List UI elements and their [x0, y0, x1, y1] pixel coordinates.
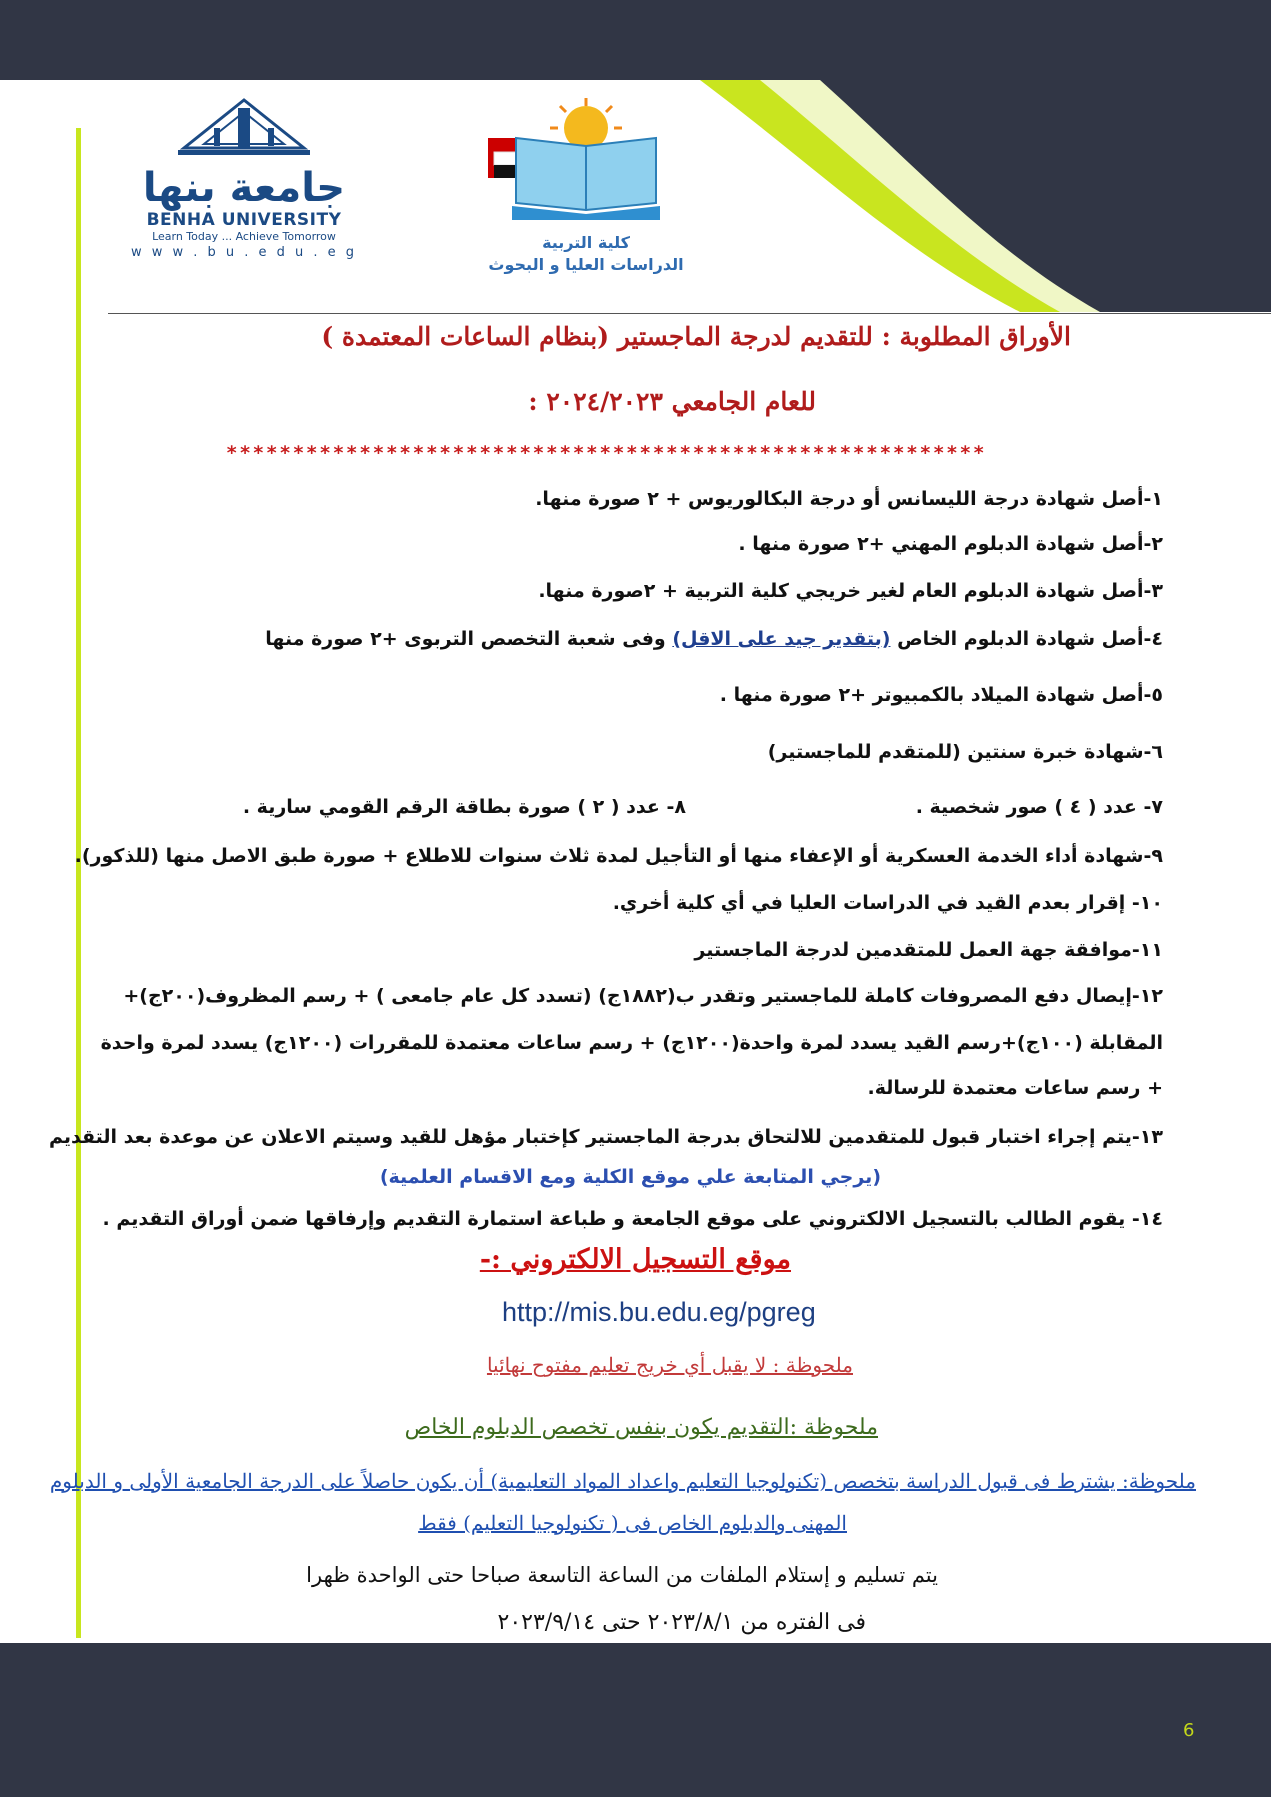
list-item-5: ٥-أصل شهادة الميلاد بالكمبيوتر +٢ صورة منها .	[719, 684, 1163, 706]
grade-requirement: (بتقدير جيد على الاقل)	[672, 628, 891, 650]
academic-year: للعام الجامعي ٢٠٢٤/٢٠٢٣ :	[528, 387, 816, 416]
delivery-period: فى الفتره من ٢٠٢٣/٨/١ حتى ٢٠٢٣/٩/١٤	[497, 1610, 866, 1635]
list-item-11: ١١-موافقة جهة العمل للمتقدمين لدرجة الماجستير	[694, 939, 1163, 961]
list-item-8: ٨- عدد ( ٢ ) صورة بطاقة الرقم القومي سارية .	[242, 796, 686, 818]
university-english-name: BENHA UNIVERSITY	[146, 210, 342, 230]
list-item-7: ٧- عدد ( ٤ ) صور شخصية .	[915, 796, 1163, 818]
registration-title: موقع التسجيل الالكتروني :-	[479, 1244, 791, 1275]
faculty-emblem-icon	[486, 98, 686, 228]
list-item-9: ٩-شهادة أداء الخدمة العسكرية أو الإعفاء منها أو التأجيل لمدة ثلاث سنوات للاطلاع + صورة طبق الاصل منها (للذكور).	[74, 845, 1163, 867]
note-same-specialization: ملحوظة :التقديم يكون بنفس تخصص الدبلوم الخاص	[404, 1415, 878, 1440]
note-edtech-line-1: ملحوظة: يشترط فى قبول الدراسة بتخصص (تكنولوجيا التعليم واعداد المواد التعليمية) أن يكون حاصلاً على الدرجة الجامعية الأولى و الدبلوم	[49, 1469, 1196, 1493]
faculty-of-education-logo	[486, 98, 686, 288]
list-item-13-line-1: ١٣-يتم إجراء اختبار قبول للمتقدمين للالتحاق بدرجة الماجستير كإختبار مؤهل للقيد وسيتم الاعلان عن موعدة بعد التقديم	[48, 1126, 1163, 1148]
page-number: 6	[1183, 1720, 1195, 1741]
note-edtech-line-2: المهنى والدبلوم الخاص فى ( تكنولوجيا التعليم) فقط	[418, 1511, 847, 1535]
list-item-13-line-2: (يرجي المتابعة علي موقع الكلية ومع الاقسام العلمية)	[379, 1166, 881, 1188]
benha-university-logo	[126, 98, 362, 258]
university-building-icon	[174, 98, 314, 158]
list-item-12-line-2: المقابلة (١٠٠ج)+رسم القيد يسدد لمرة واحدة(١٢٠٠ج) + رسم ساعات معتمدة للمقررات (١٢٠٠ج) يسدد لمرة واحدة	[100, 1032, 1163, 1054]
university-website: w w w . b u . e d u . e g	[130, 245, 358, 260]
delivery-hours: يتم تسليم و إستلام الملفات من الساعة التاسعة صباحا حتى الواحدة ظهرا	[306, 1563, 938, 1587]
left-accent-line	[76, 128, 81, 1638]
list-item-3: ٣-أصل شهادة الدبلوم العام لغير خريجي كلية التربية + ٢صورة منها.	[538, 580, 1163, 602]
university-tagline: Learn Today ... Achieve Tomorrow	[152, 230, 336, 243]
list-item-6: ٦-شهادة خبرة سنتين (للمتقدم للماجستير)	[767, 741, 1163, 763]
university-arabic-name: جامعة بنها	[142, 165, 346, 211]
registration-link[interactable]: http://mis.bu.edu.eg/pgreg	[502, 1297, 816, 1327]
list-item-4-rest: وفى شعبة التخصص التربوى +٢ صورة منها	[265, 628, 666, 650]
list-item-4	[265, 628, 1163, 650]
faculty-name: كلية التربية	[542, 233, 630, 252]
list-item-12-line-3: + رسم ساعات معتمدة للرسالة.	[867, 1077, 1163, 1099]
note-open-education: ملحوظة : لا يقبل أي خريج تعليم مفتوح نهائيا	[486, 1353, 853, 1377]
bottom-band	[0, 1643, 1271, 1797]
list-item-4-text: ٤-أصل شهادة الدبلوم الخاص	[897, 628, 1163, 650]
list-item-10: ١٠- إقرار بعدم القيد في الدراسات العليا في أي كلية أخري.	[612, 892, 1163, 914]
list-item-2: ٢-أصل شهادة الدبلوم المهني +٢ صورة منها .	[738, 533, 1163, 555]
list-item-1: ١-أصل شهادة درجة الليسانس أو درجة البكالوريوس + ٢ صورة منها.	[535, 488, 1163, 510]
page-title: الأوراق المطلوبة : للتقديم لدرجة الماجستير (بنظام الساعات المعتمدة )	[321, 322, 1071, 351]
list-item-14: ١٤- يقوم الطالب بالتسجيل الالكتروني على موقع الجامعة و طباعة استمارة التقديم وإرفاقها ضمن أوراق التقديم .	[102, 1208, 1163, 1230]
star-divider: *********************************************************	[226, 442, 987, 464]
list-item-12-line-1: ١٢-إيصال دفع المصروفات كاملة للماجستير وتقدر ب(١٨٨٢ج) (تسدد كل عام جامعى ) + رسم المظروف(٢٠٠ج)+	[123, 985, 1163, 1007]
faculty-department: الدراسات العليا و البحوث	[488, 255, 684, 274]
header-divider	[108, 313, 1271, 314]
